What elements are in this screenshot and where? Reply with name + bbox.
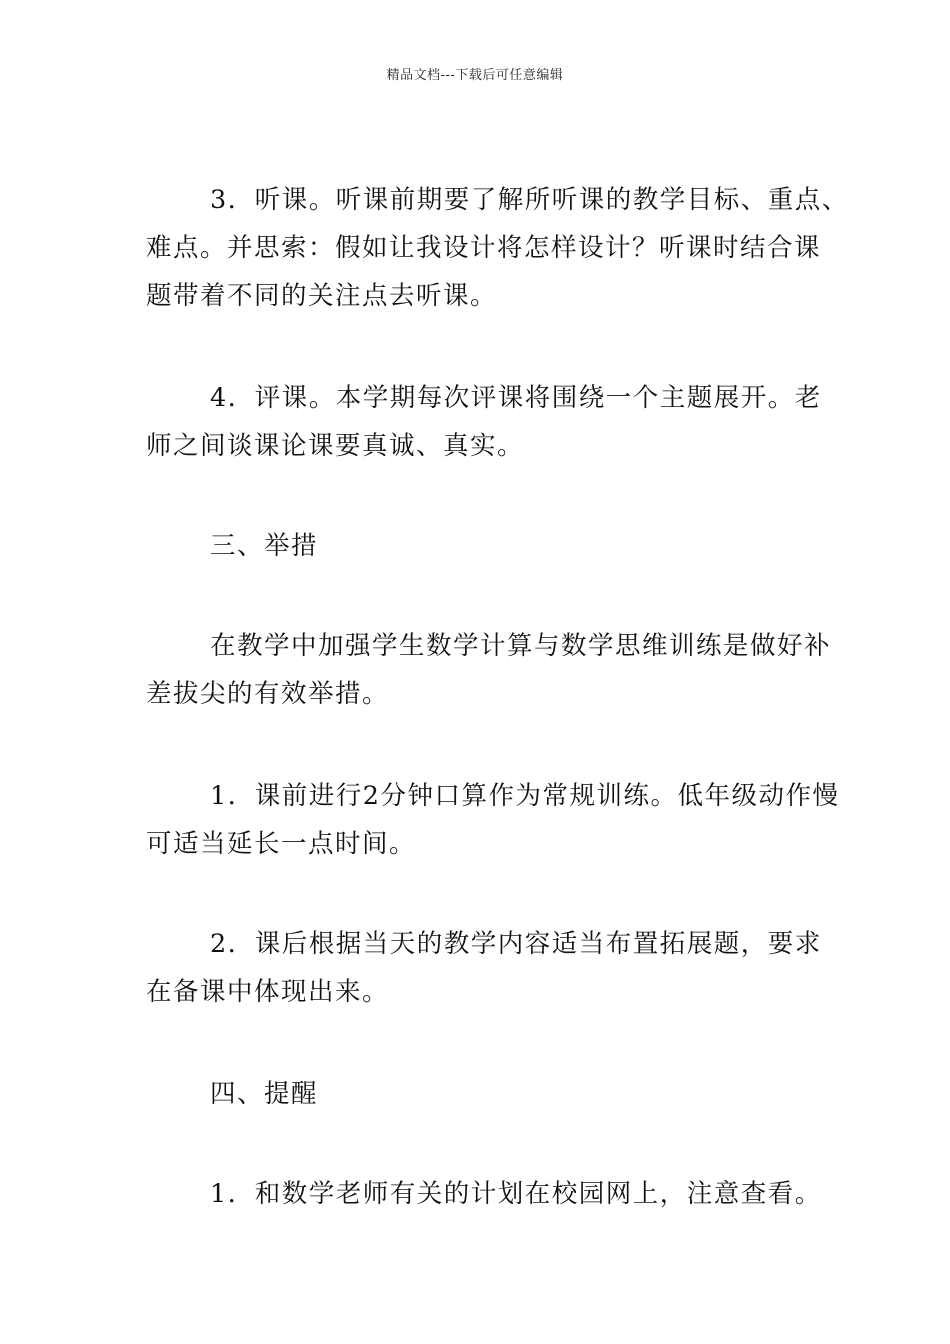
paragraph-listen-class	[146, 176, 849, 320]
paragraph-line: 1．课前进行2分钟口算作为常规训练。低年级动作慢	[210, 781, 840, 811]
paragraph-line: 在备课中体现出来。	[146, 977, 390, 1007]
paragraph-line: 可适当延长一点时间。	[146, 829, 417, 859]
page-header: 精品文档---下载后可任意编辑	[386, 68, 564, 83]
section-heading-measures	[146, 522, 816, 570]
paragraph-evaluate-class	[146, 374, 822, 470]
section-heading-text: 三、举措	[210, 531, 319, 561]
paragraph-line: 4．评课。本学期每次评课将围绕一个主题展开。老	[210, 383, 822, 413]
section-heading-reminder	[146, 1070, 816, 1118]
section-heading-text: 四、提醒	[210, 1079, 319, 1109]
paragraph-line: 差拔尖的有效举措。	[146, 679, 390, 709]
paragraph-line: 2．课后根据当天的教学内容适当布置拓展题，要求	[210, 929, 822, 959]
paragraph-measures-intro	[146, 622, 832, 718]
paragraph-line: 在教学中加强学生数学计算与数学思维训练是做好补	[210, 631, 832, 661]
paragraph-line: 1．和数学老师有关的计划在校园网上，注意查看。	[210, 1179, 822, 1209]
paragraph-reminder-1	[146, 1170, 822, 1218]
paragraph-line: 题带着不同的关注点去听课。	[146, 281, 498, 311]
paragraph-measure-1	[146, 772, 840, 868]
paragraph-line: 难点。并思索：假如让我设计将怎样设计？听课时结合课	[146, 233, 822, 263]
paragraph-line: 3．听课。听课前期要了解所听课的教学目标、重点、	[210, 185, 849, 215]
paragraph-measure-2	[146, 920, 822, 1016]
paragraph-line: 师之间谈课论课要真诚、真实。	[146, 431, 525, 461]
